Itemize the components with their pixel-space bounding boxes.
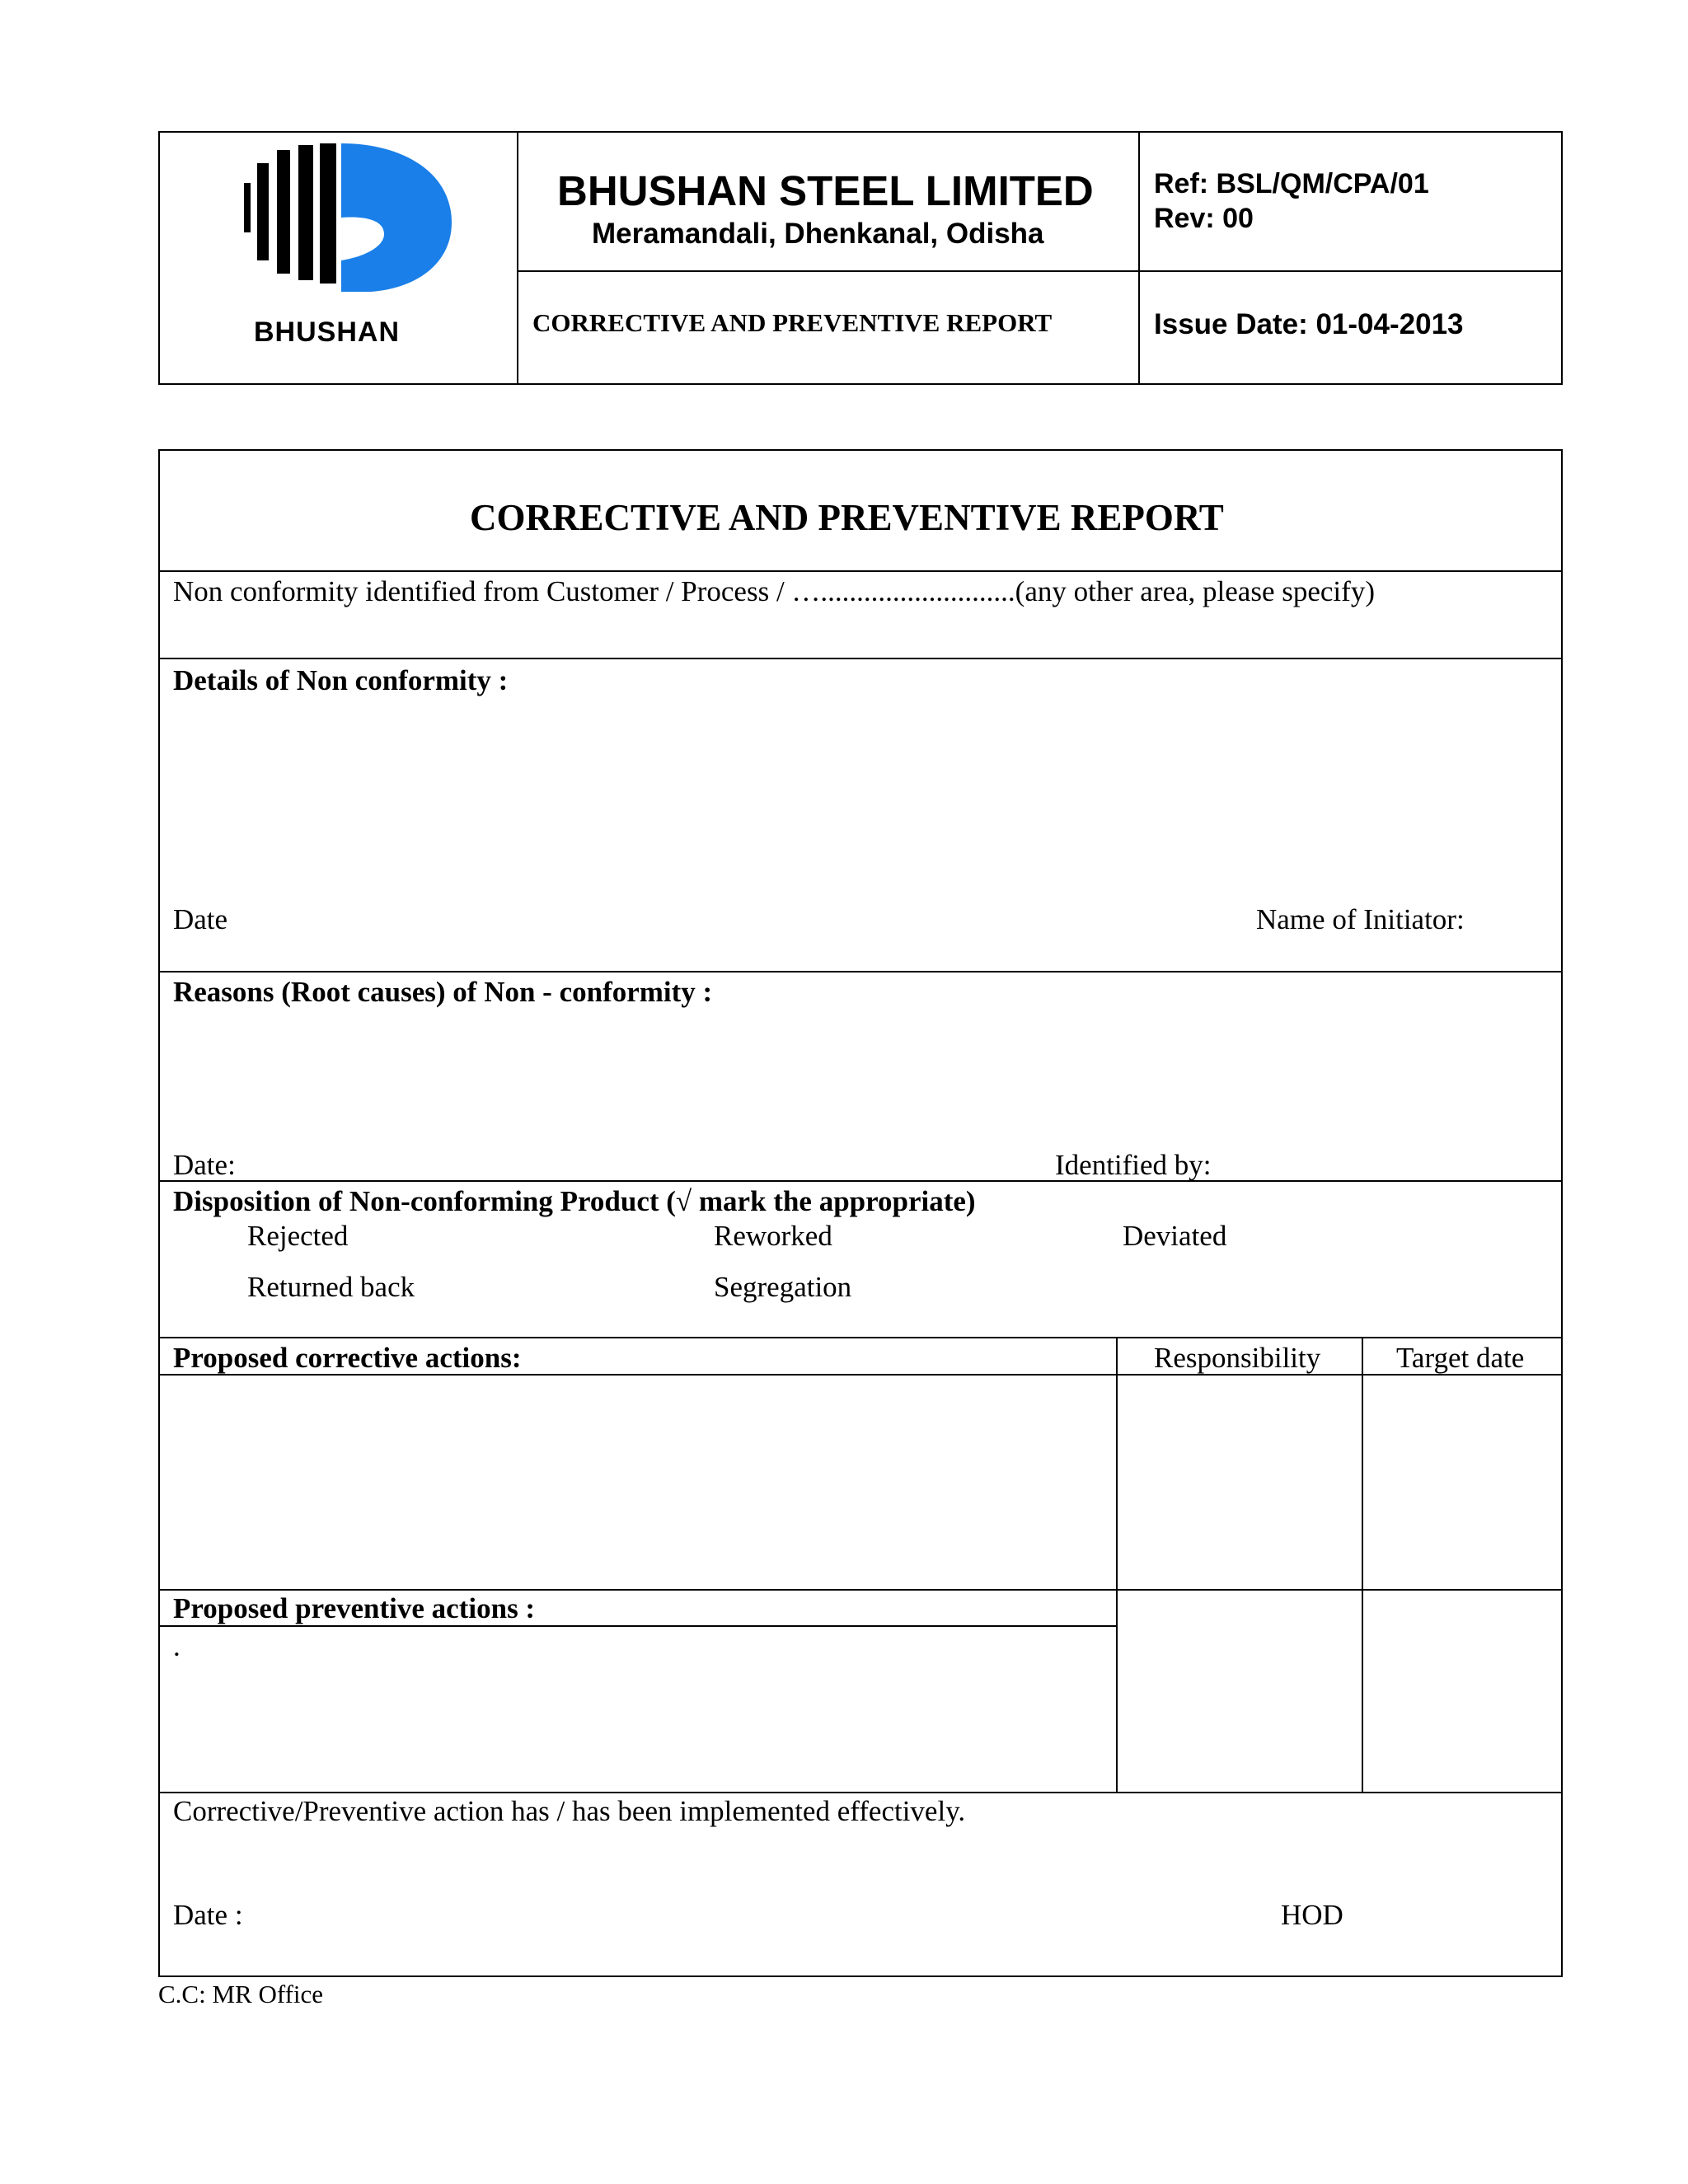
row-divider-title [158, 570, 1563, 572]
cc-note: C.C: MR Office [158, 1980, 324, 2008]
reasons-date-label: Date: [173, 1149, 236, 1181]
row-divider-source [158, 658, 1563, 659]
details-date-label: Date [173, 903, 228, 935]
reasons-label: Reasons (Root causes) of Non - conformity : [173, 976, 713, 1008]
revision: Rev: 00 [1154, 203, 1254, 234]
row-divider-reasons [158, 1180, 1563, 1182]
row-divider-disposition [158, 1337, 1563, 1338]
row-divider-corrective [158, 1589, 1563, 1591]
header-divider-2 [1138, 131, 1140, 385]
header-divider-1 [517, 131, 518, 385]
hod-label: HOD [1281, 1899, 1343, 1931]
logo-text: BHUSHAN [254, 316, 400, 348]
target-date-header: Target date [1396, 1342, 1525, 1374]
bhushan-logo-icon [239, 140, 453, 305]
final-date-label: Date : [173, 1899, 243, 1931]
corrective-actions-label: Proposed corrective actions: [173, 1342, 522, 1374]
disposition-label: Disposition of Non-conforming Product (√ mark the appropriate) [173, 1185, 976, 1217]
row-divider-preventive-header [158, 1625, 1116, 1627]
row-divider-details [158, 971, 1563, 972]
header-doc-title: CORRECTIVE AND PREVENTIVE REPORT [532, 308, 1053, 337]
row-divider-corrective-header [158, 1374, 1563, 1376]
option-deviated[interactable]: Deviated [1123, 1220, 1227, 1252]
identified-by-label: Identified by: [1055, 1149, 1212, 1181]
issue-date: Issue Date: 01-04-2013 [1154, 308, 1464, 340]
row-divider-preventive [158, 1792, 1563, 1793]
corrective-responsibility-field[interactable] [1119, 1376, 1360, 1587]
company-name: BHUSHAN STEEL LIMITED [557, 167, 1094, 214]
details-label: Details of Non conformity : [173, 664, 509, 696]
nc-source-text: Non conformity identified from Customer / Process / …...........................(any other area, please specify) [173, 575, 1375, 607]
option-returned-back[interactable]: Returned back [247, 1271, 415, 1303]
preventive-actions-field[interactable] [162, 1629, 1114, 1790]
preventive-responsibility-field[interactable] [1119, 1592, 1360, 1790]
col-divider-responsibility [1116, 1337, 1118, 1792]
col-divider-target-date [1362, 1337, 1363, 1792]
header-row-divider [517, 270, 1563, 272]
details-field[interactable] [173, 701, 1541, 890]
responsibility-header: Responsibility [1154, 1342, 1321, 1374]
option-reworked[interactable]: Reworked [714, 1220, 832, 1252]
option-segregation[interactable]: Segregation [714, 1271, 852, 1303]
corrective-target-date-field[interactable] [1365, 1376, 1561, 1587]
ref-number: Ref: BSL/QM/CPA/01 [1154, 168, 1429, 199]
preventive-actions-label: Proposed preventive actions : [173, 1592, 536, 1624]
implemented-text: Corrective/Preventive action has / has been implemented effectively. [173, 1795, 966, 1827]
company-location: Meramandali, Dhenkanal, Odisha [592, 218, 1044, 250]
option-rejected[interactable]: Rejected [247, 1220, 349, 1252]
company-logo [239, 140, 453, 305]
reasons-field[interactable] [173, 1014, 1541, 1137]
preventive-target-date-field[interactable] [1365, 1592, 1561, 1790]
initiator-label: Name of Initiator: [1256, 903, 1465, 935]
preventive-dot: . [173, 1630, 181, 1662]
form-title: CORRECTIVE AND PREVENTIVE REPORT [470, 497, 1224, 538]
corrective-actions-field[interactable] [162, 1376, 1114, 1587]
